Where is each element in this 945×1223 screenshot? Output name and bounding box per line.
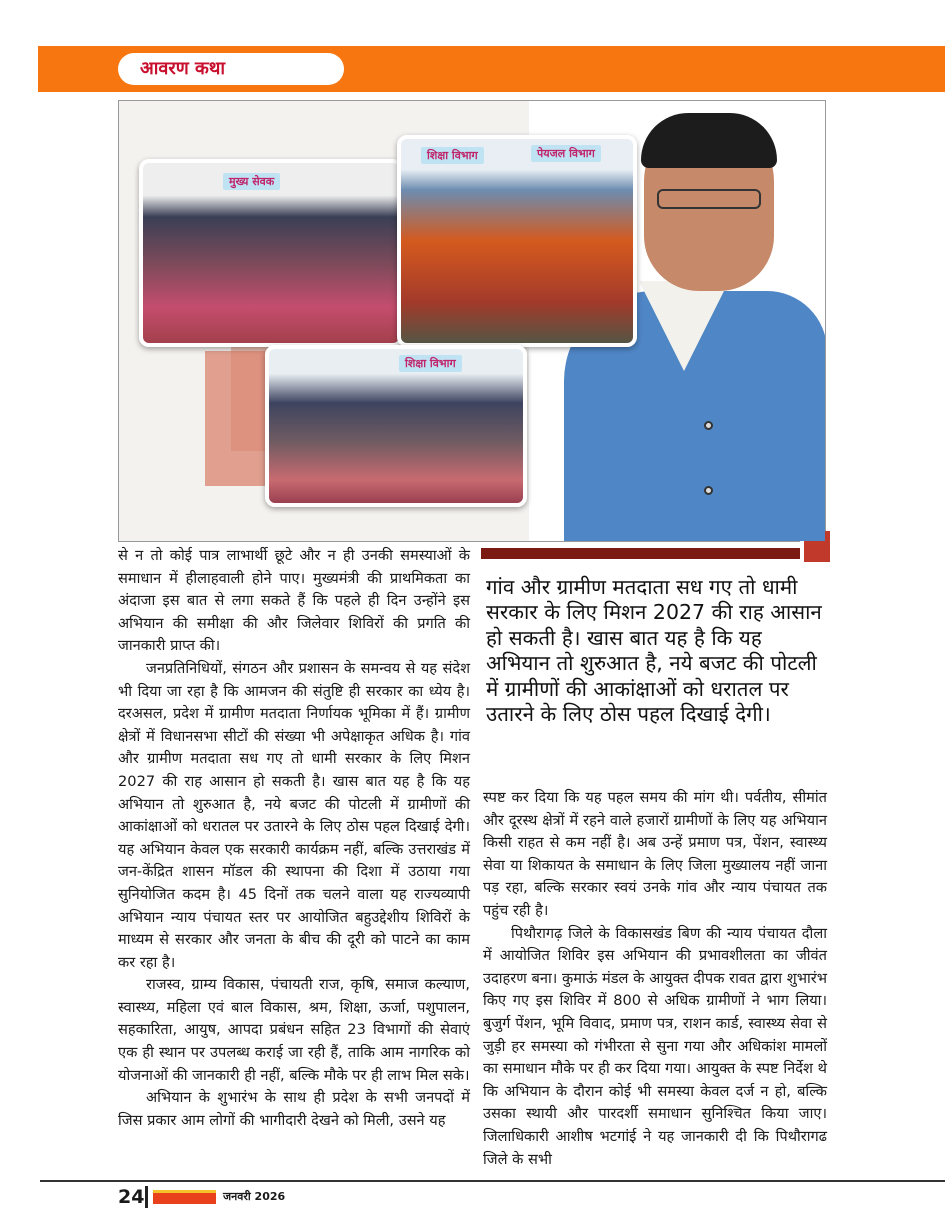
portrait-hair [641, 113, 777, 168]
article-paragraph: पिथौरागढ़ जिले के विकासखंड बिण की न्याय पंचायत दौला में आयोजित शिविर इस अभियान की प्रभावशीलता का जीवंत उदाहरण बना। कुमाऊं मंडल के आयुक्त दीपक रावत द्वारा शुभारंभ किए गए इस शिविर में 800 से अधिक ग्रामीणों ने भाग लिया। बुजुर्ग पेंशन, भूमि विवाद, प्रमाण पत्र, राशन कार्ड, स्वास्थ्य सेवा से जुड़ी हर समस्या को गंभीरता से सुना गया और अधिकांश मामलों का समाधान मौके पर ही कर दिया गया। आयुक्त के स्पष्ट निर्देश थे कि अभियान के दौरान कोई भी समस्या केवल दर्ज न हो, बल्कि उसका स्थायी और पारदर्शी समाधान सुनिश्चित किया जाए। जिलाधिकारी आशीष भटगांई ने यह जानकारी दी कि पिथौरागढ जिले के सभी [483, 924, 827, 1168]
section-label: आवरण कथा [118, 53, 344, 85]
pull-quote: गांव और ग्रामीण मतदाता सध गए तो धामी सरकार के लिए मिशन 2027 की राह आसान हो सकती है। खास बात यह है कि यह अभियान तो शुरुआत है, नये बजट की पोटली में ग्रामीणों की आकांक्षाओं को धरातल पर उतारने के लिए ठोस पहल दिखाई देगी। [486, 575, 822, 727]
article-paragraph: से न तो कोई पात्र लाभार्थी छूटे और न ही उनकी समस्याओं के समाधान में हीलाहवाली होने पाए। मुख्यमंत्री की प्राथमिकता का अंदाजा इस बात से लगा सकते हैं कि पहले ही दिन उन्होंने इस अभियान की समीक्षा की और जिलेवार शिविरों की प्रगति की जानकारी प्राप्त की। [118, 547, 470, 655]
photo-banner: शिक्षा विभाग [421, 147, 484, 164]
photo-camp-crowd [139, 159, 403, 347]
photo-banner: मुख्य सेवक [223, 173, 280, 190]
article-paragraph: राजस्व, ग्राम्य विकास, पंचायती राज, कृषि, समाज कल्याण, स्वास्थ्य, महिला एवं बाल विकास, श्रम, शिक्षा, ऊर्जा, पशुपालन, सहकारिता, आयुष, आपदा प्रबंधन सहित 23 विभागों की सेवाएं एक ही स्थान पर उपलब्ध कराई जा रही हैं, ताकि आम नागरिक को योजनाओं की जानकारी ही नहीं, बल्कि मौके पर ही लाभ मिल सके। [118, 976, 470, 1084]
photo-banner: शिक्षा विभाग [399, 355, 462, 372]
pull-quote-accent-bar [481, 548, 801, 559]
jacket-button [704, 486, 713, 495]
photo-banner: पेयजल विभाग [531, 145, 601, 162]
article-paragraph: जनप्रतिनिधियों, संगठन और प्रशासन के समन्वय से यह संदेश भी दिया जा रहा है कि आमजन की संतुष्टि ही सरकार का ध्येय है। दरअसल, प्रदेश में ग्रामीण मतदाता निर्णायक भूमिका में हैं। ग्रामीण क्षेत्रों में विधानसभा सीटों की संख्या भी अपेक्षाकृत अधिक है। गांव और ग्रामीण मतदाता सध गए तो धामी सरकार के लिए मिशन 2027 की राह आसान हो सकती है। खास बात यह है कि यह अभियान तो शुरुआत है, नये बजट की पोटली में ग्रामीणों की आकांक्षाओं को धरातल पर उतारने के लिए ठोस पहल दिखाई देगी। यह अभियान केवल एक सरकारी कार्यक्रम नहीं, बल्कि उत्तराखंड में जन-केंद्रित शासन मॉडल की स्थापना की दिशा में उठाया गया सुनियोजित कदम है। 45 दिनों तक चलने वाला यह राज्यव्यापी अभियान न्याय पंचायत स्तर पर आयोजित बहुउद्देशीय शिविरों के माध्यम से सरकार और जनता के बीच की दूरी को पाटने का काम कर रहा है। [118, 659, 470, 971]
article-paragraph: स्पष्ट कर दिया कि यह पहल समय की मांग थी। पर्वतीय, सीमांत और दूरस्थ क्षेत्रों में रहने वाले हजारों ग्रामीणों के लिए यह अभियान किसी राहत से कम नहीं है। अब उन्हें प्रमाण पत्र, पेंशन, स्वास्थ्य सेवा या शिकायत के समाधान के लिए जिला मुख्यालय नहीं जाना पड़ रहा, बल्कि सरकार स्वयं उनके गांव और न्याय पंचायत तक पहुंच रही है। [483, 789, 827, 919]
cover-photo-collage [118, 100, 826, 542]
footer-divider [40, 1180, 945, 1182]
magazine-logo [153, 1190, 216, 1204]
portrait-glasses [657, 189, 761, 209]
article-paragraph: अभियान के शुभारंभ के साथ ही प्रदेश के सभी जनपदों में जिस प्रकार आम लोगों की भागीदारी देखने को मिली, उसने यह [118, 1089, 470, 1129]
photo-cm-greeting-women [397, 135, 637, 347]
issue-date: जनवरी 2026 [223, 1190, 286, 1203]
article-right-column [483, 787, 827, 1171]
photo-officials-at-camp [265, 345, 527, 507]
article-left-column [118, 545, 470, 1132]
page-number: 24 [118, 1186, 145, 1208]
footer-separator [145, 1186, 148, 1208]
jacket-button [704, 421, 713, 430]
